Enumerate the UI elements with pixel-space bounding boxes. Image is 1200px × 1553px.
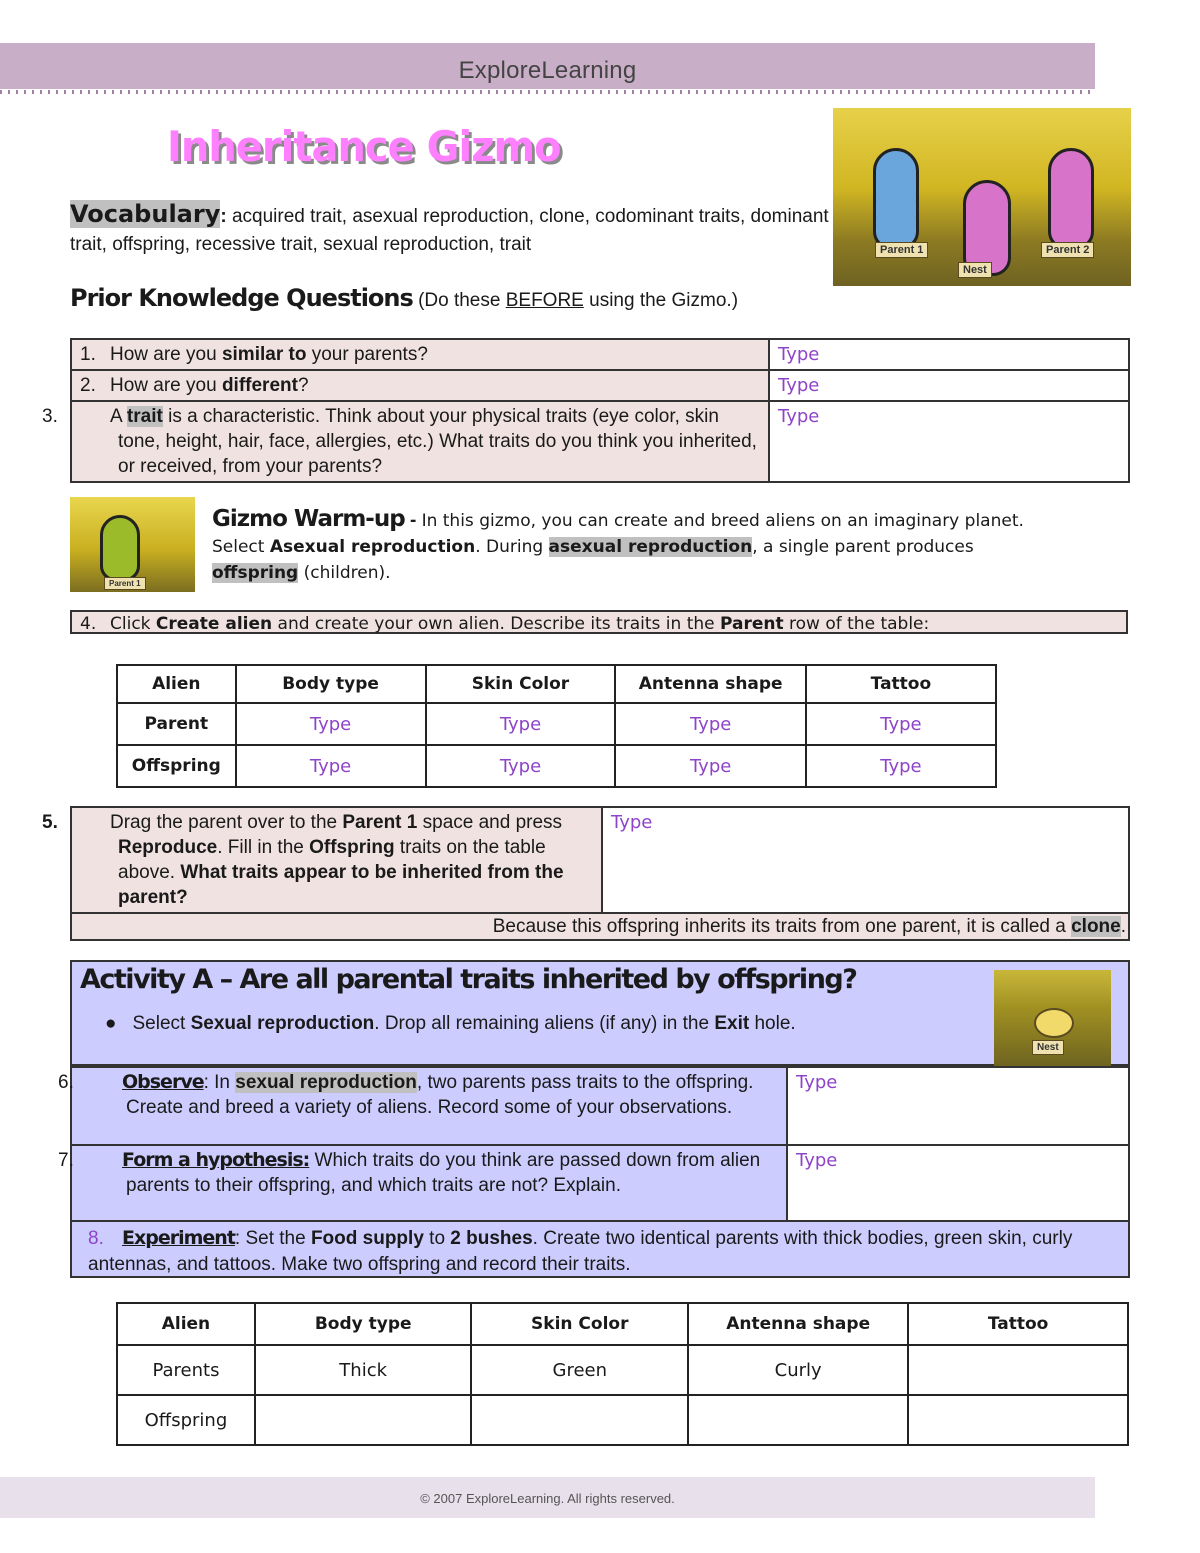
copyright-notice: © 2007 ExploreLearning. All rights reserved.	[420, 1491, 675, 1506]
sexual-experiment-table	[116, 1302, 1129, 1446]
question-row-2: 2. How are you different? Type	[71, 370, 1129, 401]
offspring-body-type-field[interactable]: Type	[236, 745, 426, 787]
table-row-offspring: Offspring	[117, 1395, 1128, 1445]
asexual-traits-table	[116, 664, 997, 788]
green-alien-figure	[100, 515, 140, 581]
table-header-row: Alien Body type Skin Color Antenna shape Tattoo	[117, 1303, 1128, 1345]
offspring-body-type-field[interactable]	[255, 1395, 472, 1445]
warmup-alien-image	[70, 497, 195, 592]
parent-antenna-shape-field[interactable]: Type	[615, 703, 805, 745]
prior-knowledge-heading: Prior Knowledge Questions (Do these BEFORE using the Gizmo.)	[70, 284, 739, 312]
answer-field-6[interactable]: Type	[787, 1067, 1129, 1145]
parents-tattoo-field[interactable]	[908, 1345, 1128, 1395]
nest-image-sign: Nest	[1032, 1040, 1064, 1055]
alien-parent1-figure	[873, 148, 919, 249]
answer-field-3[interactable]: Type	[769, 401, 1129, 482]
answer-field-5[interactable]: Type	[602, 807, 1129, 913]
question-row-3: 3. A trait is a characteristic. Think about your physical traits (eye color, skin tone, height, hair, face, allergies, etc.) What traits do you think you inherited, or received, from your parents? Type	[71, 401, 1129, 482]
gizmo-warmup-text: Gizmo Warm-up - In this gizmo, you can create and breed aliens on an imaginary planet. Select Asexual reproduction. During asexual reproduction, a single parent produces offspring (children).	[212, 506, 1024, 583]
question-row-7: 7. Form a hypothesis: Which traits do you think are passed down from alien parents to their offspring, and which traits are not? Explain. Type	[71, 1145, 1129, 1223]
parent-body-type-field[interactable]: Type	[236, 703, 426, 745]
nest-sign: Nest	[958, 262, 992, 278]
question-4: 4. Click Create alien and create your own alien. Describe its traits in the Parent row of the table:	[70, 610, 1128, 634]
activity-a-instruction: ● Select Sexual reproduction. Drop all remaining aliens (if any) in the Exit hole.	[105, 1013, 796, 1034]
parent1-sign: Parent 1	[875, 242, 928, 258]
egg-figure	[1034, 1008, 1074, 1038]
answer-field-1[interactable]: Type	[769, 339, 1129, 370]
table-row-parents: Parents Thick Green Curly	[117, 1345, 1128, 1395]
page-title: Inheritance Gizmo	[167, 122, 561, 171]
parents-antenna-shape-field[interactable]: Curly	[688, 1345, 908, 1395]
parents-skin-color-field[interactable]: Green	[471, 1345, 688, 1395]
vocabulary-section: Vocabulary: acquired trait, asexual reproduction, clone, codominant traits, dominant trait, offspring, recessive trait, sexual reproduction, trait	[70, 200, 829, 255]
offspring-skin-color-field[interactable]: Type	[426, 745, 616, 787]
answer-field-7[interactable]: Type	[787, 1145, 1129, 1223]
question-8: 8. Experiment: Set the Food supply to 2 bushes. Create two identical parents with thick bodies, green skin, curly antennas, and tattoos. Make two offspring and record their traits.	[70, 1220, 1130, 1278]
table-row-offspring: Offspring Type Type Type Type	[117, 745, 996, 787]
nest-image	[994, 970, 1111, 1066]
alien-parent2-figure	[1048, 148, 1094, 249]
parent-tattoo-field[interactable]: Type	[806, 703, 996, 745]
clone-note: Because this offspring inherits its traits from one parent, it is called a clone.	[71, 913, 1129, 940]
question-5-table: 5. Drag the parent over to the Parent 1 space and press Reproduce. Fill in the Offspring traits on the table above. What traits appear to be inherited from the parent? Type Because this offspring inherits its traits from one parent, it is called a clone.	[70, 806, 1130, 941]
offspring-antenna-shape-field[interactable]	[688, 1395, 908, 1445]
table-header-row: Alien Body type Skin Color Antenna shape Tattoo	[117, 665, 996, 703]
prior-knowledge-table	[42, 338, 1130, 483]
answer-field-2[interactable]: Type	[769, 370, 1129, 401]
parent2-sign: Parent 2	[1041, 242, 1094, 258]
offspring-tattoo-field[interactable]: Type	[806, 745, 996, 787]
table-row-parent: Parent Type Type Type Type	[117, 703, 996, 745]
question-row-1: 1. How are you similar to your parents? Type	[71, 339, 1129, 370]
activity-a-questions-table	[58, 1066, 1130, 1224]
offspring-antenna-shape-field[interactable]: Type	[615, 745, 805, 787]
parent-skin-color-field[interactable]: Type	[426, 703, 616, 745]
header-dotted-divider	[0, 90, 1095, 94]
offspring-skin-color-field[interactable]	[471, 1395, 688, 1445]
offspring-tattoo-field[interactable]	[908, 1395, 1128, 1445]
explorelearning-logo: ExploreLearning	[458, 57, 637, 84]
vocabulary-label: Vocabulary	[70, 200, 221, 228]
question-row-6: 6. Observe: In sexual reproduction, two parents pass traits to the offspring. Create and breed a variety of aliens. Record some of your observations. Type	[71, 1067, 1129, 1145]
parents-body-type-field[interactable]: Thick	[255, 1345, 472, 1395]
vocabulary-terms: acquired trait, asexual reproduction, clone, codominant traits, dominant trait, offspring, recessive trait, sexual reproduction, trait	[70, 206, 829, 255]
activity-a-title: Activity A – Are all parental traits inherited by offspring?	[80, 964, 857, 995]
alien-hero-image	[833, 108, 1131, 286]
warmup-parent1-sign: Parent 1	[104, 577, 146, 590]
